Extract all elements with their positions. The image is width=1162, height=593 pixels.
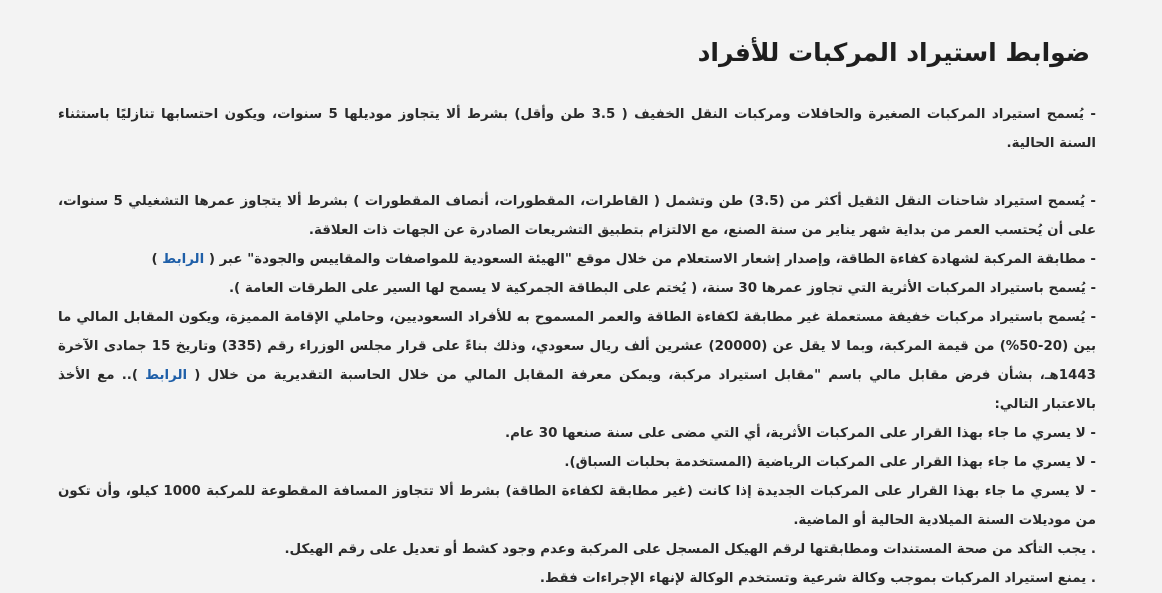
bullet-marker: . (1090, 571, 1096, 586)
bullet-marker: . (1090, 542, 1096, 557)
rule-power-of-attorney (58, 564, 1096, 593)
exception-sports: - لا يسري ما جاء بهذا القرار على المركبات الرياضية (المستخدمة بحلبات السباق). (564, 455, 1096, 470)
page-title: ضوابط استيراد المركبات للأفراد (697, 38, 1090, 67)
rule-heavy-trucks: - يُسمح استيراد شاحنات النقل الثقيل أكثر من (3.5) طن وتشمل ( القاطرات، المقطورات، أنصاف المقطورات ) بشرط ألا يتجاوز عمرها التشغيلي 5 سنوات، على أن يُحتسب العمر من بداية شهر يناير من سنة الصنع، مع الالتزام بتطبيق التشريعات الصادرة عن الجهات ذات العلاقة. (58, 194, 1096, 238)
rule-energy-efficiency-text: - مطابقة المركبة لشهادة كفاءة الطاقة، وإصدار إشعار الاستعلام من خلال موقع "الهيئة السعودية للمواصفات والمقاييس والجودة" عبر ( (204, 252, 1096, 267)
exception-new-vehicles: - لا يسري ما جاء بهذا القرار على المركبات الجديدة إذا كانت (غير مطابقة لكفاءة الطاقة) بشرط ألا تتجاوز المسافة المقطوعة للمركبة 1000 كيلو، وأن تكون من موديلات السنة الميلادية الحالية أو الماضية. (58, 484, 1097, 528)
rule-used-light-vehicles-text: - يُسمح باستيراد مركبات خفيفة مستعملة غير مطابقة لكفاءة الطاقة والعمر المسموح به للأفراد السعوديين، وحاملي الإقامة المميزة، ويكون المقابل المالي ما بين (20-50%) من قيمة المركبة، وبما لا يقل عن (20000) عشرين ألف ريال سعودي، وذلك بناءً على قرار مجلس الوزراء رقم (335) وتاريخ 15 جمادى الآخرة 1443هـ، بشأن فرض مقابل مالي باسم "مقابل استيراد مركبة، ويمكن معرفة المقابل المالي من خلال الحاسبة التقديرية من خلال ( (58, 310, 1097, 383)
rule-power-of-attorney-text: يمنع استيراد المركبات بموجب وكالة شرعية وتستخدم الوكالة لإنهاء الإجراءات فقط. (539, 571, 1091, 586)
rule-used-light-vehicles (58, 303, 1096, 419)
rule-energy-efficiency (58, 245, 1096, 274)
rule-energy-efficiency-close: ) (151, 252, 163, 267)
rule-chassis-check (58, 535, 1096, 564)
saso-link[interactable]: الرابط (162, 252, 205, 267)
rule-used-light-vehicles-close: ).. مع الأخذ بالاعتبار التالي: (58, 368, 1096, 412)
exception-antique: - لا يسري ما جاء بهذا القرار على المركبات الأثرية، أي التي مضى على سنة صنعها 30 عام. (505, 426, 1096, 441)
rule-chassis-check-text: يجب التأكد من صحة المستندات ومطابقتها لرقم الهيكل المسجل على المركبة وعدم وجود كشط أو تعديل على رقم الهيكل. (284, 542, 1091, 557)
rule-light-vehicles: - يُسمح استيراد المركبات الصغيرة والحافلات ومركبات النقل الخفيف ( 3.5 طن وأقل) بشرط ألا يتجاوز موديلها 5 سنوات، ويكون احتسابها تنازليًا باستثناء السنة الحالية. (58, 107, 1096, 151)
rule-antique-vehicles: - يُسمح باستيراد المركبات الأثرية التي تجاوز عمرها 30 سنة، ( يُختم على البطاقة الجمركية لا يسمح لها السير على الطرقات العامة ). (228, 281, 1096, 296)
calculator-link[interactable]: الرابط (145, 368, 188, 383)
regulations-content (58, 100, 1096, 593)
